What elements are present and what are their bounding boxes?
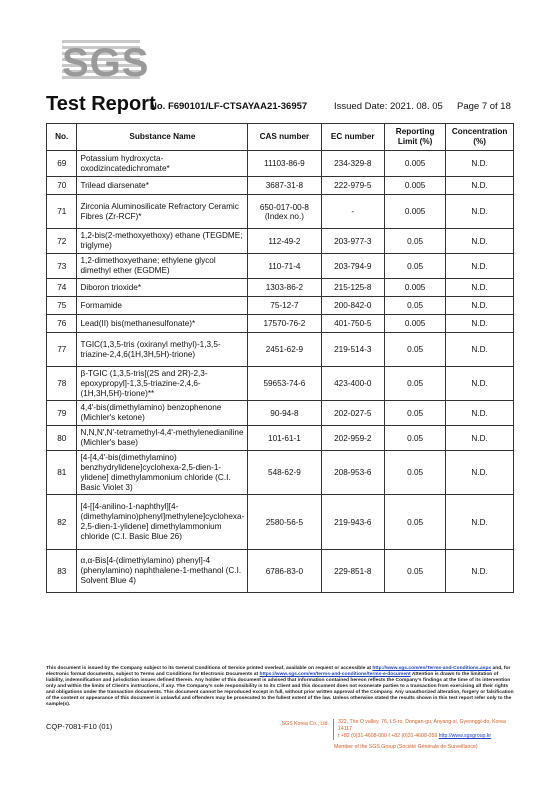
row-number: 74 bbox=[47, 279, 77, 297]
e-document-terms-link[interactable]: https://www.sgs.com/en/terms-and-conditions/terms-e-document bbox=[259, 672, 411, 677]
ec-number: 203-794-9 bbox=[321, 254, 385, 279]
issued-date: Issued Date: 2021. 08. 05 bbox=[334, 101, 443, 112]
table-header-row bbox=[47, 124, 514, 151]
report-title: Test Report bbox=[46, 93, 156, 115]
cas-number: 2580-56-5 bbox=[248, 495, 321, 550]
disclaimer-part3: Attention is drawn to the limitation of liability, indemnification and jurisdiction issues defined therein. Any holder of this document is advised that information contained hereon reflects the Company's findings at the time of its intervention only and within the limits of Client's instructions, if any. The Company's sole responsibility is to its Client and this document does not exonerate parties to a transaction from exercising all their rights and obligations under the transaction documents. This document cannot be reproduced except in full, without prior written approval of the Company. Any unauthorized alteration, forgery or falsification of the content or appearance of this document is unlawful and offenders may be prosecuted to the fullest extent of the law. Unless otherwise stated the results shown in this test report refer only to the sample(s). bbox=[46, 672, 514, 707]
reporting-limit: 0.005 bbox=[385, 279, 446, 297]
row-number: 70 bbox=[47, 177, 77, 195]
cas-number: 75-12-7 bbox=[248, 297, 321, 315]
cas-number: 112-49-2 bbox=[248, 229, 321, 254]
col-header-concentration: Concentration (%) bbox=[446, 124, 514, 151]
substance-name: Trilead diarsenate* bbox=[77, 177, 248, 195]
reporting-limit: 0.05 bbox=[385, 229, 446, 254]
concentration: N.D. bbox=[446, 195, 514, 229]
company-phone: t +82 (0)31-4608-000 f +82 (0)31-4608-059 bbox=[338, 733, 438, 739]
ec-number: 219-514-3 bbox=[321, 333, 385, 367]
ec-number: 200-842-0 bbox=[321, 297, 385, 315]
company-website-link[interactable]: http://www.sgsgroup.kr bbox=[438, 733, 492, 739]
ec-number: 202-959-2 bbox=[321, 426, 385, 451]
table-row bbox=[47, 177, 514, 195]
cas-number: 11103-86-9 bbox=[248, 151, 321, 177]
cas-number: 6786-83-0 bbox=[248, 550, 321, 593]
table-row bbox=[47, 297, 514, 315]
cas-number: 101-61-1 bbox=[248, 426, 321, 451]
cas-number: 3687-31-8 bbox=[248, 177, 321, 195]
col-header-ec: EC number bbox=[321, 124, 385, 151]
sgs-logo bbox=[62, 40, 150, 98]
table-row bbox=[47, 229, 514, 254]
ec-number: 229-851-8 bbox=[321, 550, 385, 593]
col-header-limit: Reporting Limit (%) bbox=[385, 124, 446, 151]
substance-name: Potassium hydroxycta-oxodizincatedichromate* bbox=[77, 151, 248, 177]
substance-table bbox=[46, 123, 514, 593]
substance-name: α,α-Bis[4-(dimethylamino) phenyl]-4 (phenylamino) naphthalene-1-methanol (C.I. Solvent Blue 4) bbox=[77, 550, 248, 593]
substance-name: 1,2-bis(2-methoxyethoxy) ethane (TEGDME; triglyme) bbox=[77, 229, 248, 254]
ec-number: 219-943-6 bbox=[321, 495, 385, 550]
concentration: N.D. bbox=[446, 151, 514, 177]
legal-disclaimer bbox=[46, 666, 514, 708]
reporting-limit: 0.05 bbox=[385, 333, 446, 367]
substance-name: Formamide bbox=[77, 297, 248, 315]
reporting-limit: 0.05 bbox=[385, 451, 446, 495]
table-row bbox=[47, 333, 514, 367]
substance-name: Zirconia Aluminosilicate Refractory Ceramic Fibres (Zr-RCF)* bbox=[77, 195, 248, 229]
row-number: 82 bbox=[47, 495, 77, 550]
page-number: Page 7 of 18 bbox=[457, 101, 511, 112]
concentration: N.D. bbox=[446, 177, 514, 195]
row-number: 76 bbox=[47, 315, 77, 333]
substance-name: [4-[4,4'-bis(dimethylamino) benzhydrylidene]cyclohexa-2,5-dien-1-ylidene] dimethylammonium chloride (C.I. Basic Violet 3) bbox=[77, 451, 248, 495]
substance-name: Diboron trioxide* bbox=[77, 279, 248, 297]
row-number: 79 bbox=[47, 401, 77, 426]
table-row bbox=[47, 426, 514, 451]
cas-number: 90-94-8 bbox=[248, 401, 321, 426]
table-row bbox=[47, 451, 514, 495]
reporting-limit: 0.05 bbox=[385, 401, 446, 426]
reporting-limit: 0.005 bbox=[385, 195, 446, 229]
substance-name: N,N,N',N'-tetramethyl-4,4'-methylenedianiline (Michler's base) bbox=[77, 426, 248, 451]
cas-number: 17570-76-2 bbox=[248, 315, 321, 333]
reporting-limit: 0.05 bbox=[385, 367, 446, 401]
company-name: SGS Korea Co., Ltd. bbox=[281, 721, 329, 727]
ec-number: 222-979-5 bbox=[321, 177, 385, 195]
cas-number: 2451-62-9 bbox=[248, 333, 321, 367]
form-code: CQP-7081-F10 (01) bbox=[46, 722, 113, 731]
row-number: 81 bbox=[47, 451, 77, 495]
table-row bbox=[47, 495, 514, 550]
company-address: 322, The O valley, 76, LS-ro, Dongan-gu, Anyang-si, Gyeonggi-do, Korea 14117 bbox=[338, 719, 506, 732]
row-number: 78 bbox=[47, 367, 77, 401]
concentration: N.D. bbox=[446, 254, 514, 279]
concentration: N.D. bbox=[446, 401, 514, 426]
substance-name: 1,2-dimethoxyethane; ethylene glycol dimethyl ether (EGDME) bbox=[77, 254, 248, 279]
table-row bbox=[47, 550, 514, 593]
concentration: N.D. bbox=[446, 279, 514, 297]
row-number: 75 bbox=[47, 297, 77, 315]
ec-number: 215-125-8 bbox=[321, 279, 385, 297]
substance-name: 4,4'-bis(dimethylamino) benzophenone (Michler's ketone) bbox=[77, 401, 248, 426]
concentration: N.D. bbox=[446, 550, 514, 593]
row-number: 71 bbox=[47, 195, 77, 229]
col-header-no: No. bbox=[47, 124, 77, 151]
concentration: N.D. bbox=[446, 426, 514, 451]
ec-number: 208-953-6 bbox=[321, 451, 385, 495]
member-statement: Member of the SGS Group (Société Générale de Surveillance) bbox=[334, 744, 478, 750]
row-number: 83 bbox=[47, 550, 77, 593]
cas-number: 650-017-00-8 (Index no.) bbox=[248, 195, 321, 229]
concentration: N.D. bbox=[446, 315, 514, 333]
ec-number: 401-750-5 bbox=[321, 315, 385, 333]
cas-number: 548-62-9 bbox=[248, 451, 321, 495]
reporting-limit: 0.05 bbox=[385, 495, 446, 550]
logo-text: SGS bbox=[62, 41, 150, 85]
table-row bbox=[47, 151, 514, 177]
ec-number: 423-400-0 bbox=[321, 367, 385, 401]
concentration: N.D. bbox=[446, 229, 514, 254]
table-row bbox=[47, 195, 514, 229]
cas-number: 1303-86-2 bbox=[248, 279, 321, 297]
concentration: N.D. bbox=[446, 495, 514, 550]
concentration: N.D. bbox=[446, 297, 514, 315]
reporting-limit: 0.05 bbox=[385, 297, 446, 315]
table-row bbox=[47, 254, 514, 279]
row-number: 69 bbox=[47, 151, 77, 177]
row-number: 77 bbox=[47, 333, 77, 367]
report-number: No. F690101/LF-CTSAYAA21-36957 bbox=[150, 101, 308, 112]
ec-number: 234-329-8 bbox=[321, 151, 385, 177]
reporting-limit: 0.05 bbox=[385, 550, 446, 593]
concentration: N.D. bbox=[446, 451, 514, 495]
col-header-cas: CAS number bbox=[248, 124, 321, 151]
reporting-limit: 0.005 bbox=[385, 315, 446, 333]
reporting-limit: 0.05 bbox=[385, 426, 446, 451]
substance-name: β-TGIC (1,3,5-tris[(2S and 2R)-2,3-epoxypropyl]-1,3,5-triazine-2,4,6-(1H,3H,5H)-trione)** bbox=[77, 367, 248, 401]
table-row bbox=[47, 279, 514, 297]
table-row bbox=[47, 401, 514, 426]
ec-number: 203-977-3 bbox=[321, 229, 385, 254]
table-row bbox=[47, 367, 514, 401]
disclaimer-part1: This document is issued by the Company subject to its General Conditions of Service printed overleaf, available on request or accessible at bbox=[46, 666, 372, 671]
cas-number: 59653-74-6 bbox=[248, 367, 321, 401]
row-number: 73 bbox=[47, 254, 77, 279]
table-row bbox=[47, 315, 514, 333]
ec-number: 202-027-5 bbox=[321, 401, 385, 426]
cas-number: 110-71-4 bbox=[248, 254, 321, 279]
reporting-limit: 0.005 bbox=[385, 177, 446, 195]
concentration: N.D. bbox=[446, 367, 514, 401]
footer-divider bbox=[333, 719, 334, 740]
terms-link[interactable]: http://www.sgs.com/en/Terms-and-Conditions.aspx bbox=[372, 666, 492, 671]
disclaimer-part2: and, for electronic format documents, subject to Terms and Conditions for Electronic Documents at bbox=[46, 666, 511, 677]
row-number: 80 bbox=[47, 426, 77, 451]
row-number: 72 bbox=[47, 229, 77, 254]
reporting-limit: 0.005 bbox=[385, 151, 446, 177]
substance-name: TGIC(1,3,5-tris (oxiranyl methyl)-1,3,5-triazine-2,4,6(1H,3H,5H)-trione) bbox=[77, 333, 248, 367]
substance-name: Lead(II) bis(methanesulfonate)* bbox=[77, 315, 248, 333]
concentration: N.D. bbox=[446, 333, 514, 367]
col-header-substance: Substance Name bbox=[77, 124, 248, 151]
company-address-block bbox=[338, 719, 518, 740]
reporting-limit: 0.05 bbox=[385, 254, 446, 279]
ec-number: - bbox=[321, 195, 385, 229]
substance-name: [4-[[4-anilino-1-naphthyl][4-(dimethylamino)phenyl]methylene]cyclohexa-2,5-dien-1-ylidene] dimethylammonium chloride (C.I. Basic Blue 26) bbox=[77, 495, 248, 550]
